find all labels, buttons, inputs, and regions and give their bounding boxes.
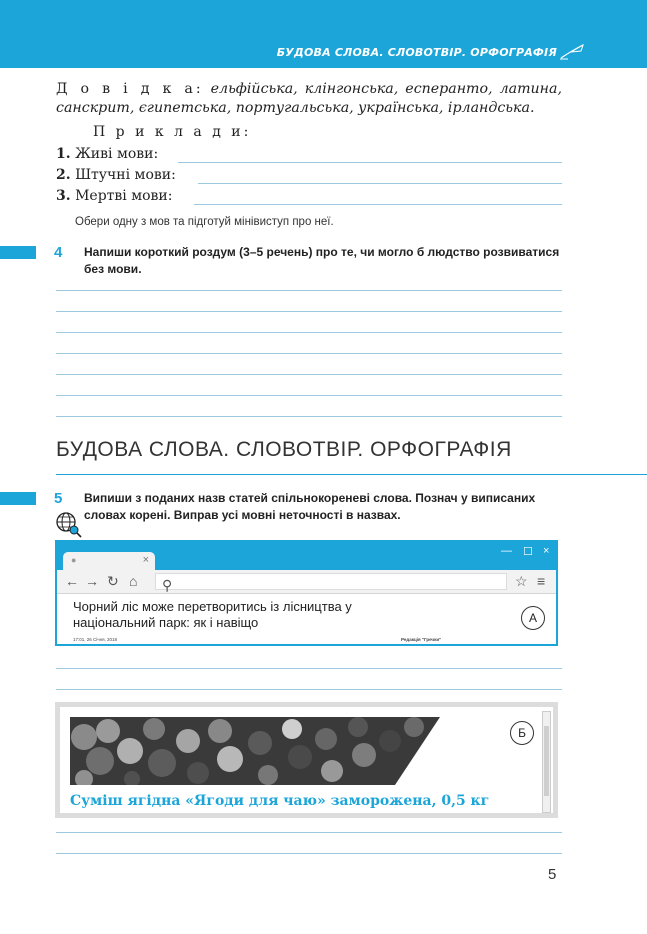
writing-line[interactable] xyxy=(56,668,562,669)
writing-line[interactable] xyxy=(56,374,562,375)
star-icon[interactable]: ☆ xyxy=(515,573,528,589)
close-icon[interactable]: × xyxy=(543,545,550,557)
answer-line[interactable] xyxy=(194,204,562,205)
search-icon: ⚲ xyxy=(162,577,173,593)
berries-photo xyxy=(70,717,440,785)
writing-line[interactable] xyxy=(56,332,562,333)
article-headline[interactable]: Чорний ліс може перетворитись із лісництва у національний парк: як і навіщо xyxy=(73,599,352,630)
forward-icon[interactable]: → xyxy=(85,573,99,589)
section-divider xyxy=(56,474,647,475)
writing-line[interactable] xyxy=(56,689,562,690)
page-number: 5 xyxy=(548,866,557,883)
reload-icon[interactable]: ↻ xyxy=(107,573,119,589)
address-bar[interactable] xyxy=(155,573,507,593)
reference-label: Д о в і д к а: xyxy=(56,81,204,97)
scrollbar-thumb[interactable] xyxy=(544,726,549,796)
badge-a: А xyxy=(521,606,545,630)
task-number: 5 xyxy=(54,490,63,507)
browser-tab[interactable] xyxy=(63,552,155,570)
writing-line[interactable] xyxy=(56,853,562,854)
examples-label: П р и к л а д и: xyxy=(93,124,252,140)
task-marker xyxy=(0,492,36,505)
quill-pen-icon xyxy=(559,42,585,60)
example-row-artificial xyxy=(56,167,176,183)
running-title: БУДОВА СЛОВА. СЛОВОТВІР. ОРФОГРАФІЯ xyxy=(276,46,557,59)
row-label: Штучні мови: xyxy=(75,167,176,183)
writing-line[interactable] xyxy=(56,395,562,396)
task-text: Напиши короткий роздум (3–5 речень) про те, чи могло б людство розвиватися без мови. xyxy=(84,245,560,276)
writing-line[interactable] xyxy=(56,353,562,354)
row-label: Мертві мови: xyxy=(75,188,173,204)
browser-toolbar xyxy=(57,570,556,594)
row-number: 1. xyxy=(56,146,71,162)
maximize-icon[interactable]: ☐ xyxy=(523,546,533,558)
product-card xyxy=(55,702,558,818)
row-label: Живі мови: xyxy=(75,146,159,162)
answer-line[interactable] xyxy=(178,162,562,163)
example-row-living xyxy=(56,146,158,162)
row-number: 3. xyxy=(56,188,71,204)
answer-line[interactable] xyxy=(198,183,562,184)
tab-favicon-icon: ● xyxy=(71,555,77,565)
browser-titlebar xyxy=(57,542,556,570)
writing-line[interactable] xyxy=(56,832,562,833)
browser-window xyxy=(55,540,558,646)
article-date: 17:01, 26 Січня, 2018 xyxy=(73,637,118,642)
row-number: 2. xyxy=(56,167,71,183)
scrollbar[interactable] xyxy=(542,711,551,813)
section-title: БУДОВА СЛОВА. СЛОВОТВІР. ОРФОГРАФІЯ xyxy=(56,438,512,461)
task-marker xyxy=(0,246,36,259)
writing-line[interactable] xyxy=(56,290,562,291)
article-author: Редакція "Гречки" xyxy=(401,637,442,642)
note-text: Обери одну з мов та підготуй мінівиступ про неї. xyxy=(75,216,334,228)
task-number: 4 xyxy=(54,244,63,261)
menu-icon[interactable]: ≡ xyxy=(537,573,546,589)
task-text: Випиши з поданих назв статей спільнокореневі слова. Познач у виписаних словах корені. Виправ усі мовні неточності в назвах. xyxy=(84,491,536,522)
writing-line[interactable] xyxy=(56,311,562,312)
example-row-dead xyxy=(56,188,172,204)
reference-items: ельфійська, клінгонська, есперанто, латина, санскрит, єгипетська, португальська, українська, ірландська. xyxy=(56,81,562,116)
writing-line[interactable] xyxy=(56,416,562,417)
reference-block xyxy=(56,80,562,118)
tab-close-icon[interactable]: × xyxy=(142,554,149,566)
minimize-icon[interactable]: — xyxy=(501,545,512,557)
badge-b: Б xyxy=(510,721,534,745)
header-bar xyxy=(0,0,647,68)
product-title[interactable]: Суміш ягідна «Ягоди для чаю» заморожена, 0,5 кг xyxy=(70,793,490,809)
home-icon[interactable]: ⌂ xyxy=(129,573,138,589)
back-icon[interactable]: ← xyxy=(65,573,79,589)
globe-search-icon xyxy=(54,510,82,538)
